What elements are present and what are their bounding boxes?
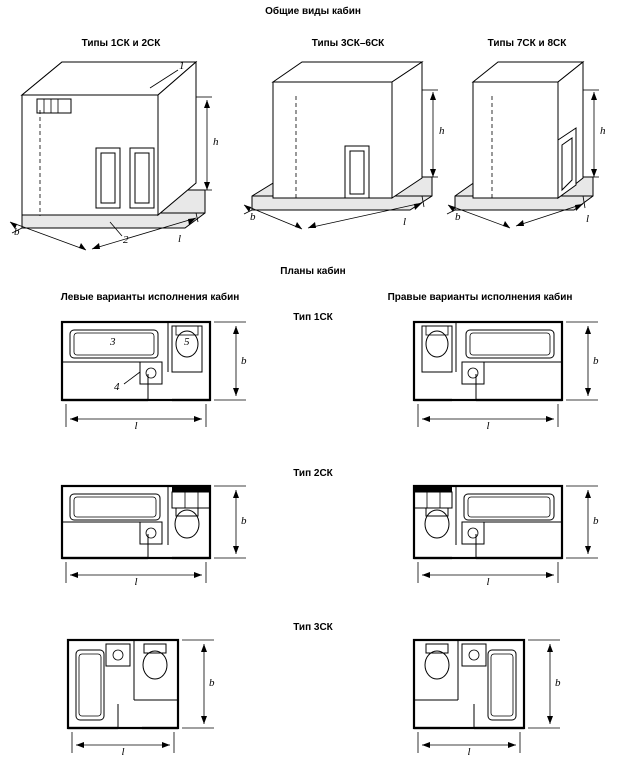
- dim-l-plan-3-right: l: [467, 746, 471, 758]
- dim-b-plan-1-right: b: [593, 355, 599, 367]
- dim-b-view-3: b: [455, 211, 461, 223]
- dim-h-view-1: h: [213, 136, 219, 148]
- plan-row-caption-2: Тип 2СК: [293, 468, 333, 479]
- dim-l-plan-2-right: l: [486, 576, 490, 588]
- general-view-caption-1: Типы 1СК и 2СК: [81, 38, 161, 49]
- callout-5: 5: [184, 336, 190, 348]
- main-title: Общие виды кабин: [265, 6, 361, 17]
- plan-column-right-heading: Правые варианты исполнения кабин: [387, 292, 573, 303]
- plan-row-caption-3: Тип 3СК: [293, 622, 333, 633]
- callout-2: 2: [123, 234, 129, 246]
- dim-l-view-2: l: [403, 216, 407, 228]
- dim-l-plan-1-right: l: [486, 420, 490, 432]
- dim-l-plan-3-left: l: [121, 746, 125, 758]
- dim-b-plan-2-right: b: [593, 515, 599, 527]
- dim-b-view-1: b: [14, 226, 20, 238]
- dim-l-plan-1-left: l: [134, 420, 138, 432]
- dim-h-view-2: h: [439, 125, 445, 137]
- dim-b-plan-3-right: b: [555, 677, 561, 689]
- plans-title: Планы кабин: [280, 266, 346, 277]
- dim-l-plan-2-left: l: [134, 576, 138, 588]
- dim-b-plan-2-left: b: [241, 515, 247, 527]
- dim-b-plan-3-left: b: [209, 677, 215, 689]
- dim-l-view-1: l: [178, 233, 182, 245]
- plan-column-left-heading: Левые варианты исполнения кабин: [60, 292, 240, 303]
- general-view-caption-2: Типы 3СК–6СК: [311, 38, 385, 49]
- general-view-caption-3: Типы 7СК и 8СК: [487, 38, 567, 49]
- dim-b-view-2: b: [250, 211, 256, 223]
- plan-row-caption-1: Тип 1СК: [293, 312, 333, 323]
- callout-4: 4: [114, 381, 120, 393]
- dim-h-view-3: h: [600, 125, 606, 137]
- dim-b-plan-1-left: b: [241, 355, 247, 367]
- dim-l-view-3: l: [586, 213, 590, 225]
- callout-3: 3: [110, 336, 116, 348]
- callout-1: 1: [179, 60, 185, 72]
